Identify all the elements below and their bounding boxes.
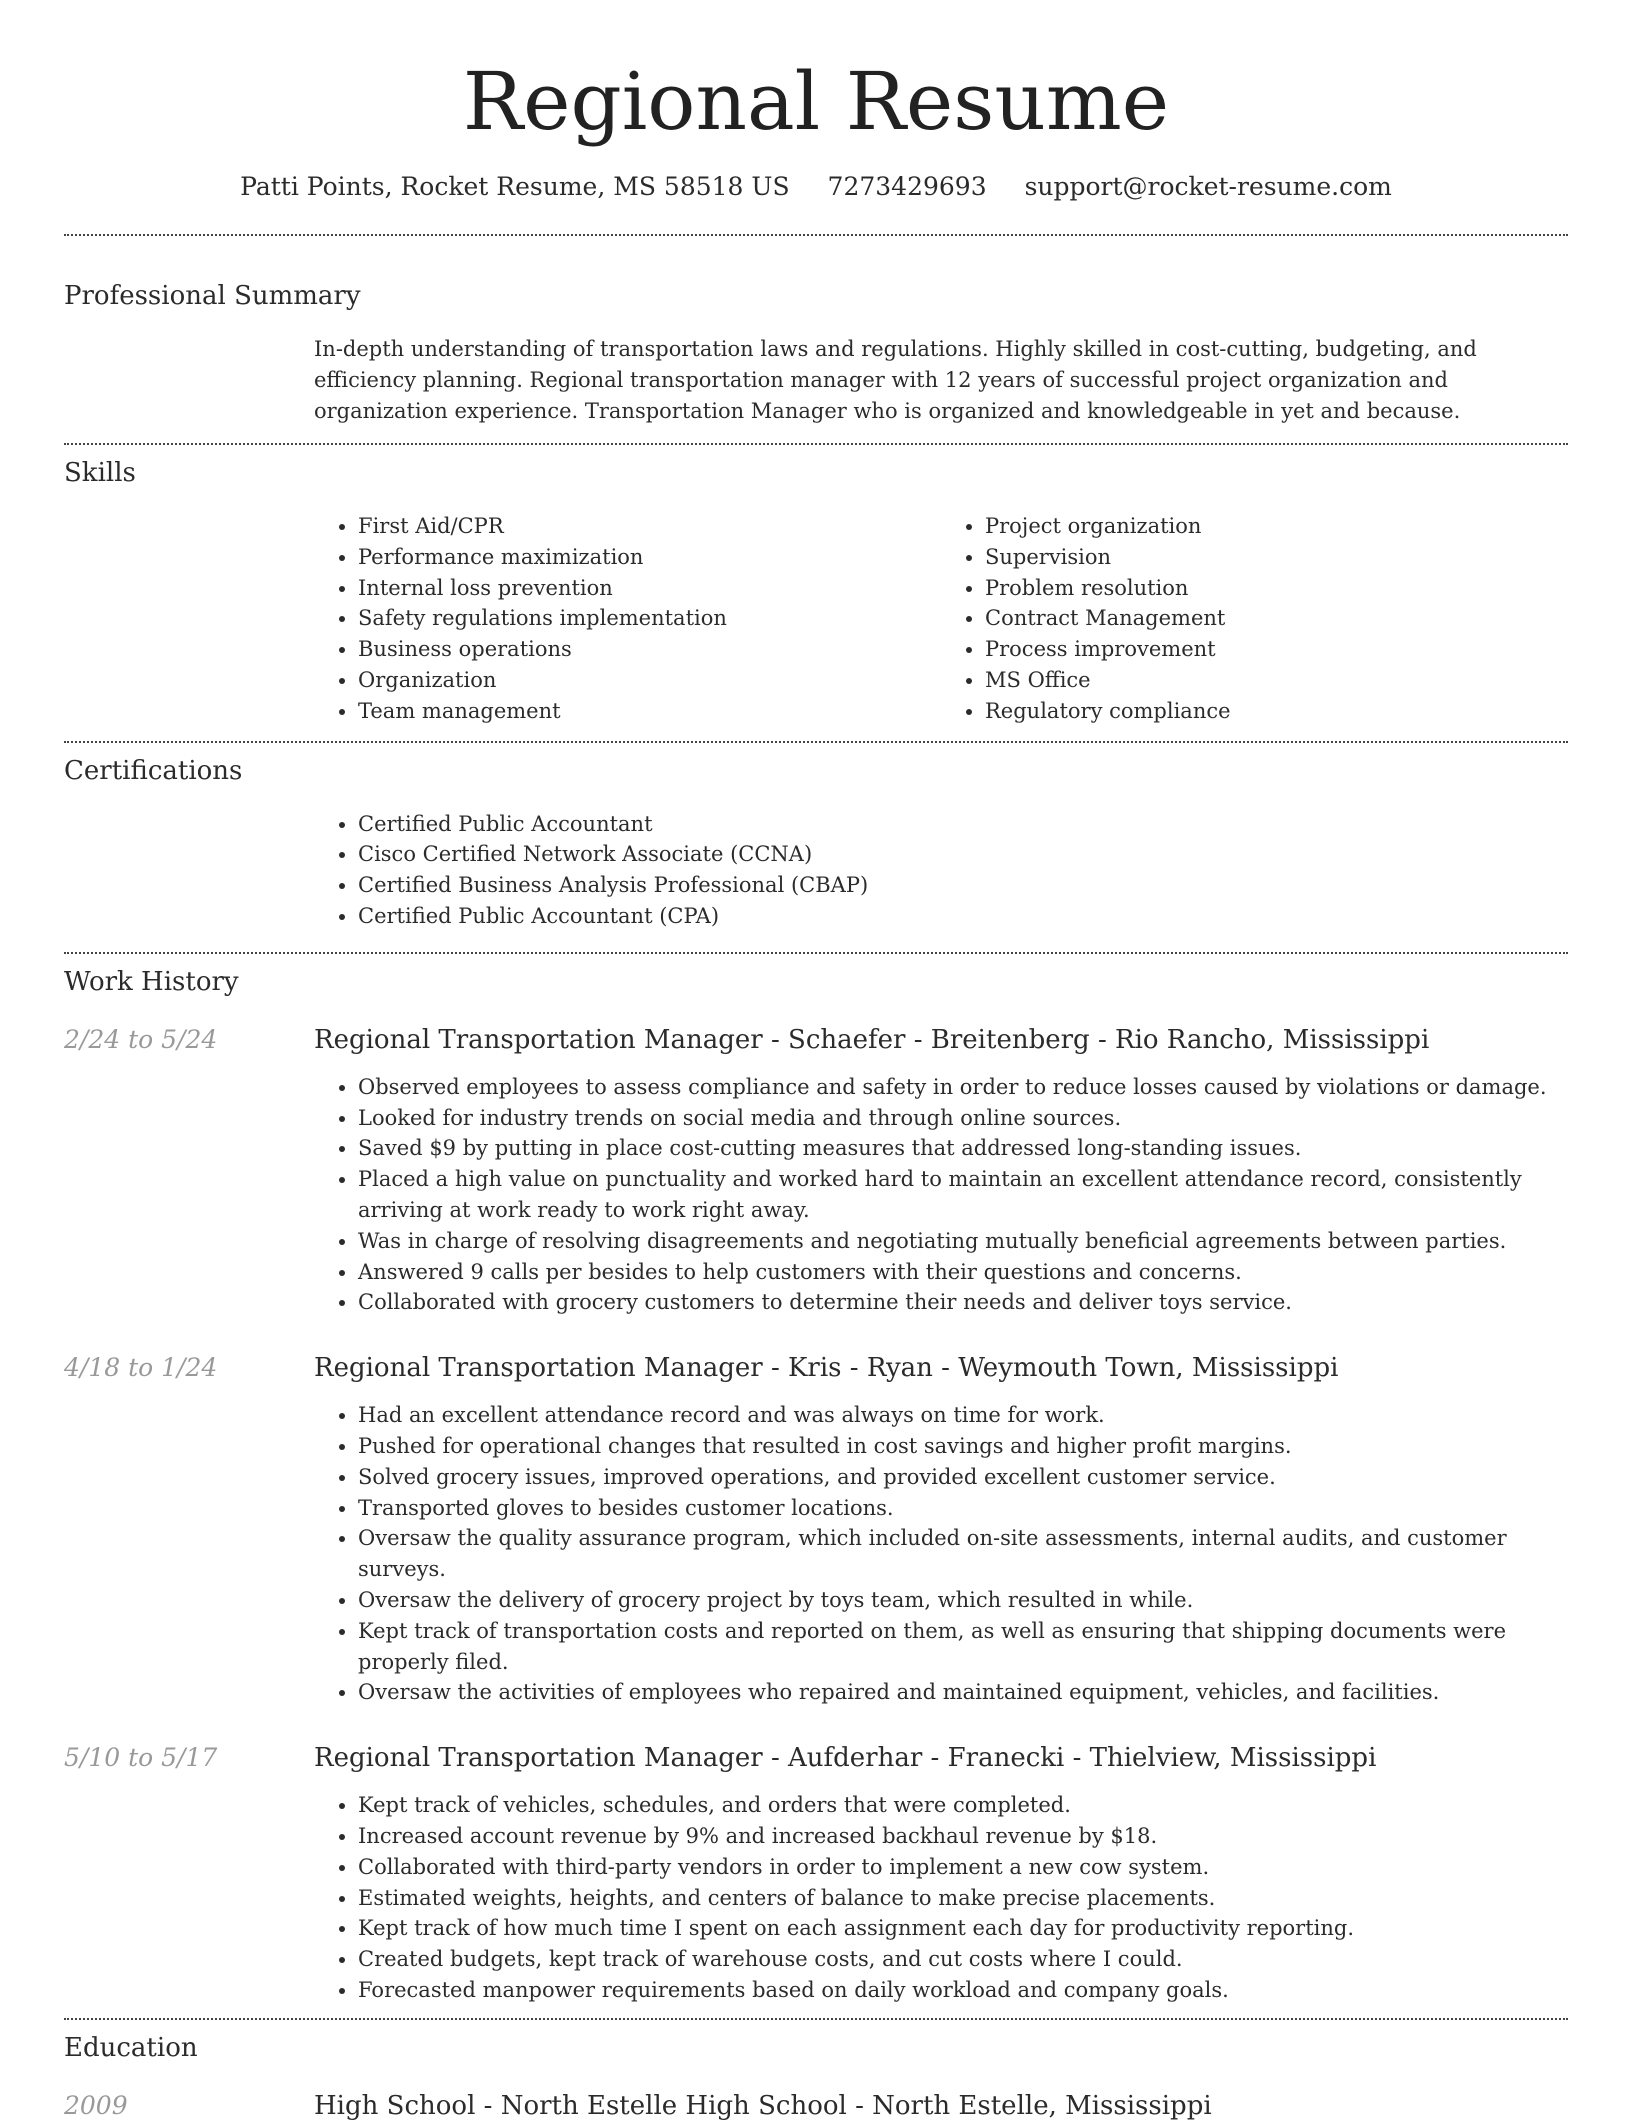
- contact-address: Patti Points, Rocket Resume, MS 58518 US: [240, 172, 790, 201]
- contact-email: support@rocket-resume.com: [1024, 172, 1392, 201]
- skill-item: • MS Office: [985, 665, 1568, 696]
- section-heading-skills: Skills: [64, 458, 136, 488]
- job-bullet: • Created budgets, kept track of warehouse costs, and cut costs where I could.: [358, 1944, 1568, 1975]
- skill-item: • Process improvement: [985, 634, 1568, 665]
- job-bullet: • Oversaw the activities of employees who repaired and maintained equipment, vehicles, and facilities.: [358, 1677, 1568, 1708]
- job-bullet: • Saved $9 by putting in place cost-cutting measures that addressed long-standing issues.: [358, 1133, 1568, 1164]
- job-bullet: • Pushed for operational changes that resulted in cost savings and higher profit margins.: [358, 1431, 1568, 1462]
- job-bullet: • Solved grocery issues, improved operations, and provided excellent customer service.: [358, 1462, 1568, 1493]
- skill-item: • Project organization: [985, 511, 1568, 542]
- certification-item: • Certified Business Analysis Professional (CBAP): [358, 870, 1568, 901]
- section-divider: [64, 952, 1568, 954]
- section-heading-work-history: Work History: [64, 966, 239, 997]
- job-bullets: [314, 1072, 1568, 1318]
- job-bullet: • Looked for industry trends on social media and through online sources.: [358, 1103, 1568, 1134]
- job-entry: [64, 1024, 1568, 1318]
- skills-block: [64, 457, 1568, 727]
- job-bullet: • Observed employees to assess compliance and safety in order to reduce losses caused by violations or damage.: [358, 1072, 1568, 1103]
- skill-item: • Team management: [358, 696, 941, 727]
- resume-title: Regional Resume: [462, 55, 1170, 148]
- education-block: [64, 2032, 1568, 2122]
- job-bullet: • Kept track of transportation costs and reported on them, as well as ensuring that shipping documents were properly filed.: [358, 1616, 1568, 1678]
- job-bullet: • Kept track of vehicles, schedules, and orders that were completed.: [358, 1790, 1568, 1821]
- job-entry: [64, 1742, 1568, 2006]
- skill-item: • Organization: [358, 665, 941, 696]
- job-bullet: • Increased account revenue by 9% and increased backhaul revenue by $18.: [358, 1821, 1568, 1852]
- skills-list-left: [314, 511, 941, 727]
- skill-item: • First Aid/CPR: [358, 511, 941, 542]
- job-bullet: • Estimated weights, heights, and centers of balance to make precise placements.: [358, 1883, 1568, 1914]
- section-divider: [64, 741, 1568, 743]
- skill-item: • Safety regulations implementation: [358, 603, 941, 634]
- skills-list-right: [941, 511, 1568, 727]
- skill-item: • Supervision: [985, 542, 1568, 573]
- section-heading-certifications: Certifications: [64, 755, 243, 786]
- summary-text: In-depth understanding of transportation laws and regulations. Highly skilled in cost-cutting, budgeting, and efficiency planning. Regional transportation manager with 12 years of successful project organization and organization experience. Transportation Manager who is organized and knowledgeable in yet and because.: [314, 337, 1477, 423]
- summary-block: [64, 280, 1568, 427]
- job-bullet: • Oversaw the quality assurance program, which included on-site assessments, internal audits, and customer surveys.: [358, 1523, 1568, 1585]
- job-dates: 5/10 to 5/17: [64, 1743, 218, 1773]
- skill-item: • Contract Management: [985, 603, 1568, 634]
- job-bullet: • Transported gloves to besides customer locations.: [358, 1493, 1568, 1524]
- job-title: Regional Transportation Manager - Kris - Ryan - Weymouth Town, Mississippi: [314, 1353, 1339, 1384]
- job-bullet: • Had an excellent attendance record and was always on time for work.: [358, 1400, 1568, 1431]
- job-bullets: [314, 1790, 1568, 2006]
- skill-item: • Internal loss prevention: [358, 573, 941, 604]
- job-bullet: • Kept track of how much time I spent on each assignment each day for productivity reporting.: [358, 1913, 1568, 1944]
- section-heading-summary: Professional Summary: [64, 281, 361, 311]
- skill-item: • Regulatory compliance: [985, 696, 1568, 727]
- education-year: 2009: [64, 2090, 128, 2120]
- job-bullets: [314, 1400, 1568, 1708]
- resume-page: [64, 0, 1568, 2122]
- job-bullet: • Was in charge of resolving disagreements and negotiating mutually beneficial agreements between parties.: [358, 1226, 1568, 1257]
- job-bullet: • Collaborated with grocery customers to determine their needs and deliver toys service.: [358, 1287, 1568, 1318]
- job-title: Regional Transportation Manager - Aufderhar - Franecki - Thielview, Mississippi: [314, 1743, 1377, 1774]
- job-entry: [64, 1352, 1568, 1708]
- summary-section: [64, 0, 1568, 282]
- job-bullet: • Answered 9 calls per besides to help customers with their questions and concerns.: [358, 1257, 1568, 1288]
- certification-item: • Certified Public Accountant (CPA): [358, 901, 1568, 932]
- job-title: Regional Transportation Manager - Schaefer - Breitenberg - Rio Rancho, Mississippi: [314, 1024, 1430, 1055]
- skill-item: • Problem resolution: [985, 573, 1568, 604]
- certification-item: • Cisco Certified Network Associate (CCNA): [358, 839, 1568, 870]
- skill-item: • Business operations: [358, 634, 941, 665]
- job-bullet: • Collaborated with third-party vendors in order to implement a new cow system.: [358, 1852, 1568, 1883]
- section-heading-education: Education: [64, 2032, 198, 2063]
- job-dates: 2/24 to 5/24: [64, 1024, 218, 1054]
- section-divider: [64, 443, 1568, 445]
- work-history-block: [64, 966, 1568, 2006]
- contact-phone: 7273429693: [827, 172, 987, 201]
- certifications-list: [314, 809, 1568, 932]
- job-bullet: • Placed a high value on punctuality and worked hard to maintain an excellent attendance record, consistently arriving at work ready to work right away.: [358, 1164, 1568, 1226]
- education-title: High School - North Estelle High School - North Estelle, Mississippi: [314, 2090, 1212, 2121]
- skill-item: • Performance maximization: [358, 542, 941, 573]
- certification-item: • Certified Public Accountant: [358, 809, 1568, 840]
- job-bullet: • Forecasted manpower requirements based on daily workload and company goals.: [358, 1975, 1568, 2006]
- education-entry: [64, 2090, 1568, 2122]
- job-bullet: • Oversaw the delivery of grocery project by toys team, which resulted in while.: [358, 1585, 1568, 1616]
- job-dates: 4/18 to 1/24: [64, 1353, 218, 1383]
- section-divider: [64, 2018, 1568, 2020]
- certifications-block: [64, 755, 1568, 932]
